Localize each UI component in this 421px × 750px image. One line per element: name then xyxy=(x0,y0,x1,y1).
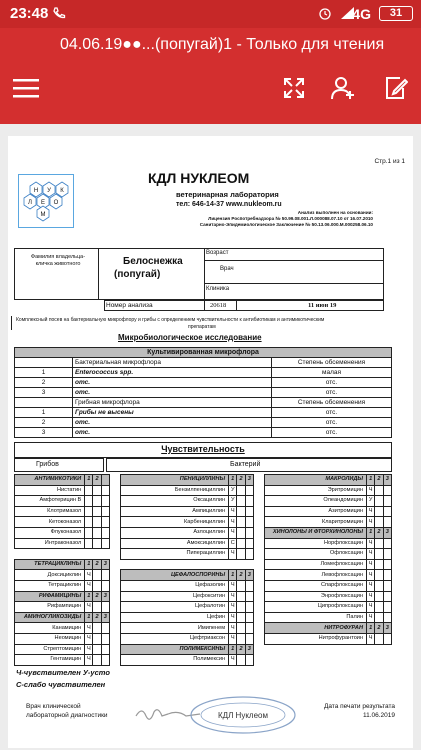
sensitivity-row: РИФАМИЦИНЫ 1 2 3 xyxy=(15,591,110,602)
sensitivity-row: МАКРОЛИДЫ 1 2 3 xyxy=(265,475,392,486)
sensitivity-row: Интраконазол xyxy=(15,538,110,549)
sensitivity-row: Цефазолин Ч xyxy=(121,580,254,591)
lab-subtitle: ветеринарная лаборатория xyxy=(176,190,279,199)
sensitivity-row: Канамицин Ч xyxy=(15,623,110,634)
sensitivity-row: Кетоконазол xyxy=(15,517,110,528)
svg-text:Н: Н xyxy=(33,188,39,194)
network-type: 4G xyxy=(352,6,371,22)
sensitivity-row: ПОЛИМЕКСИНЫ 1 2 3 xyxy=(121,644,254,655)
sensitivity-row: Цефокситин Ч xyxy=(121,591,254,602)
legend-line-2: С-слабо чувствителен xyxy=(16,680,106,689)
licence-block: Анализ выполнен на основании: Лицензия Роспотребнадзора № 50.99.08.001.Л.000088.07.10 от 16.07.2010 Санитарно-Эпидемиологическое Заключение № 50.13.06.000.М.000258.06.10 xyxy=(199,210,373,228)
svg-text:М: М xyxy=(40,212,46,218)
analysis-label: Номер анализа xyxy=(106,302,153,309)
sensitivity-row: НИТРОФУРАН 1 2 3 xyxy=(265,623,392,634)
sensitivity-row: Ломефлоксацин Ч xyxy=(265,559,392,570)
sensitivity-row: Оксациллин У xyxy=(121,496,254,507)
clock: 23:48 xyxy=(10,5,49,22)
fungi-row-1: 1 Грибы не высены отс. xyxy=(15,408,392,418)
fungi-column-label: Грибов xyxy=(36,461,59,468)
expand-icon xyxy=(282,76,306,100)
alarm-icon xyxy=(318,6,332,23)
status-bar xyxy=(0,0,421,28)
sensitivity-row: Рифампицин Ч xyxy=(15,602,110,613)
sensitivity-row: Карбенициллин Ч xyxy=(121,517,254,528)
legend-line-1: Ч-чувствителен У-усто xyxy=(16,668,110,677)
sensitivity-row xyxy=(121,559,254,570)
svg-text:К: К xyxy=(60,188,64,194)
sensitivity-row: Эритромицин Ч xyxy=(265,485,392,496)
sensitivity-row: Пиперациллин Ч xyxy=(121,549,254,560)
sensitivity-row: Нистатин xyxy=(15,485,110,496)
sensitivity-row: Ампициллин Ч xyxy=(121,506,254,517)
analysis-number: 20618 xyxy=(210,302,227,309)
analysis-description-2: препаратам xyxy=(188,324,216,330)
sensitivity-row: Бензилпенициллин У xyxy=(121,485,254,496)
sensitivity-row: АМИНОГЛИКОЗИДЫ 1 2 3 xyxy=(15,612,110,623)
micro-title: Микробиологическое исследование xyxy=(118,333,262,342)
sensitivity-row: Неомицин Ч xyxy=(15,633,110,644)
sensitivity-row xyxy=(15,549,110,560)
bacteria-column-label: Бактерий xyxy=(230,461,261,468)
sensitivity-row: Доксициклин Ч xyxy=(15,570,110,581)
edit-document-icon xyxy=(384,75,408,101)
add-person-icon xyxy=(330,75,356,101)
hamburger-icon xyxy=(13,77,39,99)
sensitivity-row: Энрофлоксацин Ч xyxy=(265,591,392,602)
sensitivity-row: ПЕНИЦИЛЛИНЫ 1 2 3 xyxy=(121,475,254,486)
sensitivity-row: Тетрациклин Ч xyxy=(15,580,110,591)
bact-row-1: 1 Enterococcus spp. малая xyxy=(15,368,392,378)
sensitivity-row: Имипенем Ч xyxy=(121,623,254,634)
sensitivity-row: Цефин Ч xyxy=(121,612,254,623)
lab-logo-icon xyxy=(18,174,74,228)
clinic-label: Клиника xyxy=(206,286,230,292)
sensitivity-row: Норфлоксацин Ч xyxy=(265,538,392,549)
sensitivity-row: Азлоциллин Ч xyxy=(121,527,254,538)
microflora-table: Культивированная микрофлора Бактериальная микрофлора Степень обсеменения 1 Enterococcus spp. малая 2 отс. отс. 3 отс. отс. Грибная микрофлора Степень обсеменения 1 Грибы не высены отс. 2 отс. отс. 3 отс. отс. xyxy=(14,347,392,438)
lab-stamp-icon xyxy=(188,694,298,736)
fungi-row-3: 3 отс. отс. xyxy=(15,428,392,438)
sensitivity-row: Флуконазол xyxy=(15,527,110,538)
analysis-description: Комплексный посев на бактериальную микрофлору и грибы с определением чувствительности к антибиотикам и антимикотическим xyxy=(16,317,325,323)
sensitivity-title: Чувствительность xyxy=(161,444,245,454)
sensitivity-row: Олеандомицин У xyxy=(265,496,392,507)
sensitivity-row: Цефтриаксон Ч xyxy=(121,633,254,644)
sensitivity-row: Ципрофлоксацин Ч xyxy=(265,602,392,613)
page-number: Стр.1 из 1 xyxy=(374,158,405,165)
sensitivity-row: Клотримазол xyxy=(15,506,110,517)
analysis-date: 11 июн 19 xyxy=(308,302,337,309)
sensitivity-row: ХИНОЛОНЫ И ФТОРХИНОЛОНЫ 1 2 3 xyxy=(265,527,392,538)
sensitivity-row: Спарфлоксацин Ч xyxy=(265,580,392,591)
pdf-page xyxy=(8,136,413,748)
age-label: Возраст xyxy=(206,250,229,256)
share-person-button[interactable] xyxy=(325,70,361,106)
sensitivity-row: Амоксициллин С xyxy=(121,538,254,549)
sensitivity-row: Амфотерицин В xyxy=(15,496,110,507)
app-bar xyxy=(0,28,421,124)
sensitivity-row: Офлоксацин Ч xyxy=(265,549,392,560)
sensitivity-row: Кларитромицин Ч xyxy=(265,517,392,528)
doctor-label: Врач xyxy=(220,266,234,272)
sensitivity-row: Азитромицин Ч xyxy=(265,506,392,517)
sensitivity-table-2 xyxy=(120,474,254,666)
owner-label: Фамилия владельца- кличка животного xyxy=(30,254,86,267)
sensitivity-row: ЦЕФАЛОСПОРИНЫ 1 2 3 xyxy=(121,570,254,581)
fullscreen-button[interactable] xyxy=(276,70,312,106)
menu-button[interactable] xyxy=(8,70,44,106)
svg-text:Е: Е xyxy=(40,200,46,206)
sensitivity-row: Гентамицин Ч xyxy=(15,655,110,666)
svg-text:КДЛ Нуклеом: КДЛ Нуклеом xyxy=(218,711,268,720)
doctor-signature-label: Врач клинической лабораторной диагностики xyxy=(26,703,108,719)
lab-name: КДЛ НУКЛЕОМ xyxy=(148,170,250,186)
document-title: 04.06.19●●...(попугай)1 - Только для чтения xyxy=(60,36,385,53)
battery-icon: 31 xyxy=(379,6,413,21)
print-date-block: Дата печати результата 11.06.2019 xyxy=(323,703,395,719)
sensitivity-row: Нитрофурантоин Ч xyxy=(265,633,392,644)
svg-text:У: У xyxy=(47,188,51,194)
bact-row-2: 2 отс. отс. xyxy=(15,378,392,388)
cultivated-title: Культивированная микрофлора xyxy=(15,348,392,358)
sensitivity-row: АНТИМИКОТИКИ 1 2 xyxy=(15,475,110,486)
bact-row-3: 3 отс. отс. xyxy=(15,388,392,398)
edit-button[interactable] xyxy=(378,70,414,106)
lab-contacts: тел: 646-14-37 www.nukleom.ru xyxy=(176,201,282,208)
sensitivity-row: Палин Ч xyxy=(265,612,392,623)
patient-name: Белоснежка xyxy=(123,256,183,267)
document-viewer[interactable] xyxy=(0,124,421,750)
sensitivity-row: ТЕТРАЦИКЛИНЫ 1 2 3 xyxy=(15,559,110,570)
wifi-calling-icon xyxy=(52,6,66,23)
svg-text:О: О xyxy=(53,200,59,206)
svg-text:Л: Л xyxy=(28,200,32,206)
sensitivity-row: Левофлоксацин Ч xyxy=(265,570,392,581)
sensitivity-table-1 xyxy=(14,474,110,666)
sensitivity-table-3 xyxy=(264,474,392,645)
sensitivity-row: Стрептомицин Ч xyxy=(15,644,110,655)
sensitivity-row: Цефалотин Ч xyxy=(121,602,254,613)
patient-species: (попугай) xyxy=(114,269,161,280)
sensitivity-row: Полимексин Ч xyxy=(121,655,254,666)
fungi-row-2: 2 отс. отс. xyxy=(15,418,392,428)
